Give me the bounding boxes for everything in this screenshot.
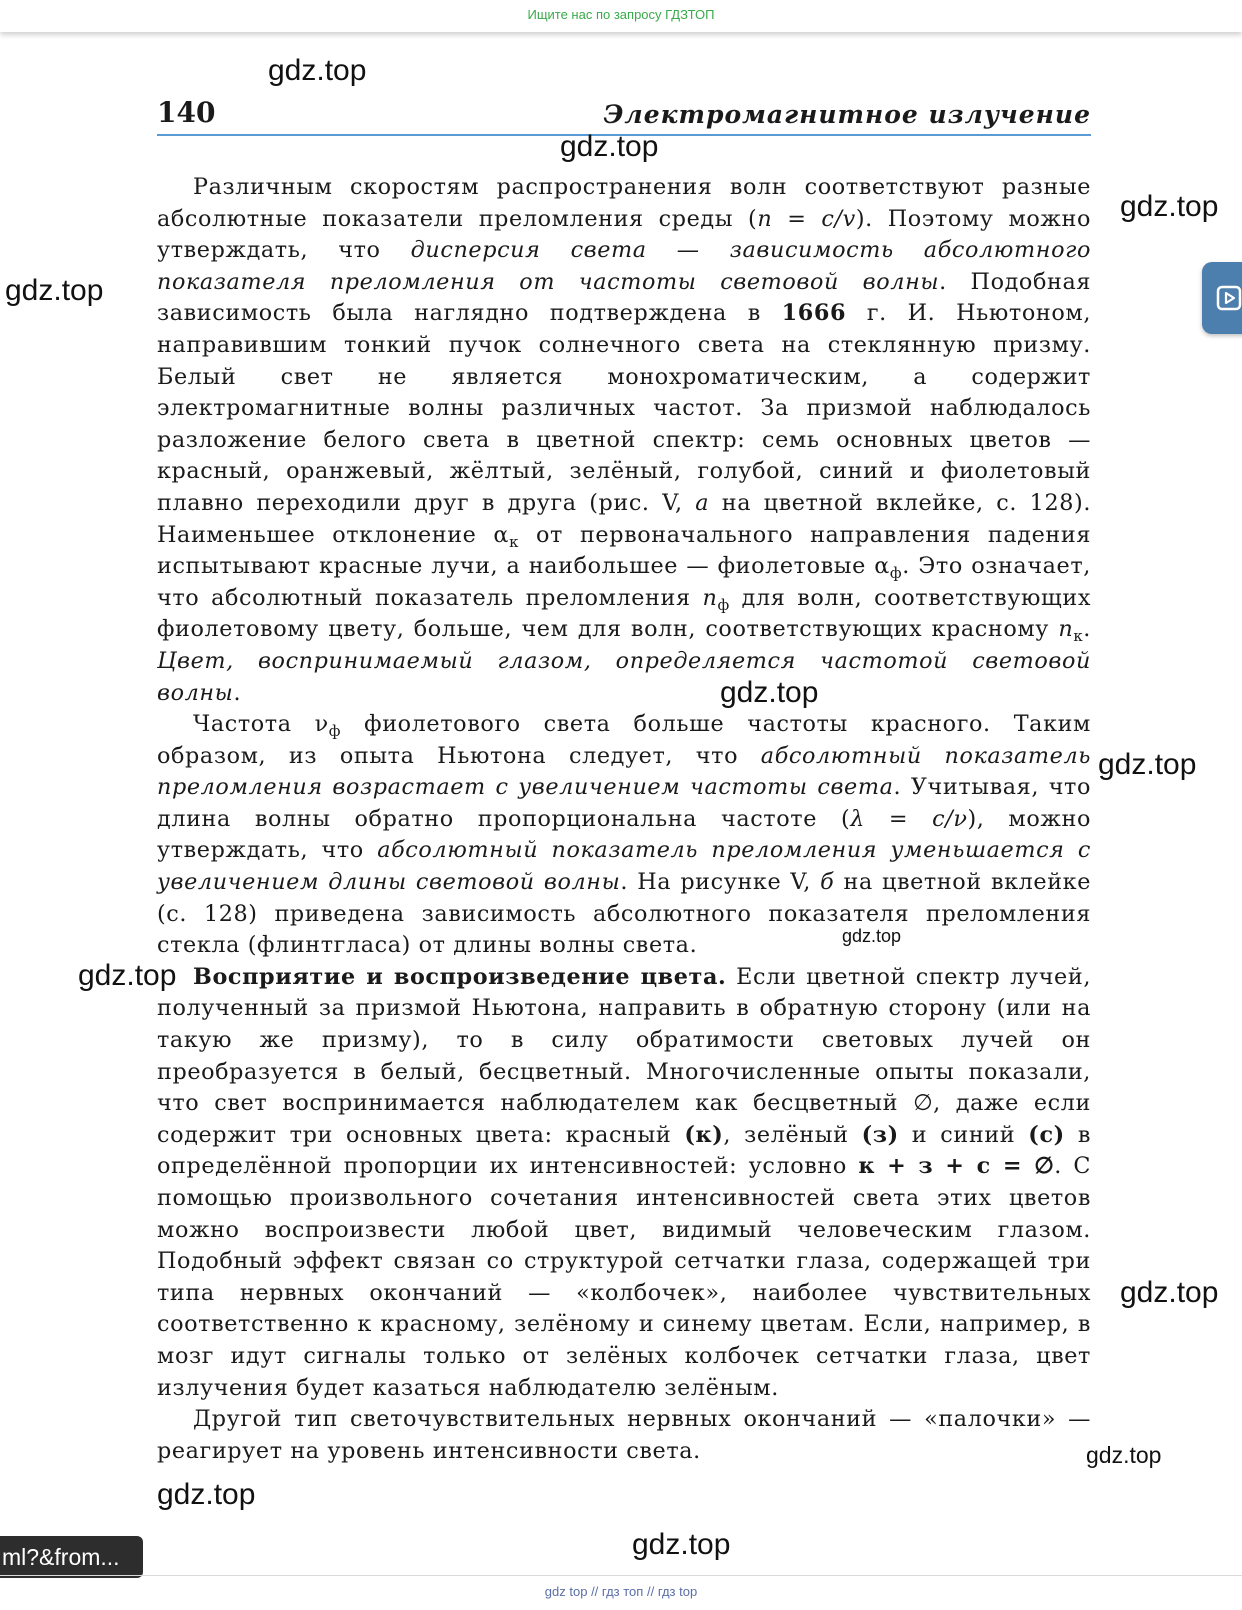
watermark: gdz.top <box>268 54 367 87</box>
watermark: gdz.top <box>157 1478 256 1511</box>
footer-link[interactable]: gdz top <box>544 1584 588 1599</box>
paragraph-dispersion: Различным скоростям распространения волн соответствуют разные абсолютные показатели преломления среды (n = c/v). Поэтому можно утверждать, что дисперсия света — зависимость абсолютного показателя преломления от частоты световой волны. Подобная зависимость была наглядно подтверждена в 1666 г. И. Ньютоном, направившим тонкий пучок солнечного света на стеклянную призму. Белый свет не является монохроматическим, а содержит электромагнитные волны различных частот. За призмой наблюдалось разложение белого света в цветной спектр: семь основных цветов — красный, оранжевый, жёлтый, зелёный, голубой, синий и фиолетовый плавно переходили друг в друга (рис. V, а на цветной вклейке, с. 128). Наименьшее отклонение $\alpha_к$ от первоначального направления падения испытывают красные лучи, а наибольшее — фиолетовые $\alpha_ф$. Это означает, что абсолютный показатель преломления $n_ф$ для волн, соответствующих фиолетовому цвету, больше, чем для волн, соответствующих красному $n_к$. Цвет, воспринимаемый глазом, определяется частотой световой волны. <box>157 174 1092 706</box>
watermark: gdz.top <box>5 274 104 307</box>
footer-link[interactable]: гдз топ <box>601 1584 644 1599</box>
paragraph-frequency: Частота $\nu_ф$ фиолетового света больше частоты красного. Таким образом, из опыта Ньютона следует, что абсолютный показатель преломления возрастает с увеличением частоты света. Учитывая, что длина волны обратно пропорциональна частоте (λ = c/ν), можно утверждать, что абсолютный показатель преломления уменьшается с увеличением длины световой волны. На рисунке V, б на цветной вклейке (с. 128) приведена зависимость абсолютного показателя преломления стекла (флинтгласа) от длины волны света. <box>157 711 1092 959</box>
watermark: gdz.top <box>1120 190 1219 223</box>
section-heading: Восприятие и воспроизведение цвета. <box>193 963 727 990</box>
chapter-title: Электромагнитное излучение <box>603 100 1091 129</box>
footer-separator: // <box>646 1584 655 1599</box>
top-banner <box>0 0 1242 32</box>
watermark: gdz.top <box>1086 1442 1162 1468</box>
watermark: gdz.top <box>560 130 659 163</box>
page-number: 140 <box>157 96 216 129</box>
paragraph-color-perception: Восприятие и воспроизведение цвета. Если цветной спектр лучей, полученный за призмой Ньютона, направить в обратную сторону (или на такую же призму), то в силу обратимости световых лучей он преобразуется в белый, бесцветный. Многочисленные опыты показали, что свет воспринимается наблюдателем как бесцветный ∅, даже если содержит три основных цвета: красный (к), зелёный (з) и синий (с) в определённой пропорции их интенсивностей: условно к + з + с = ∅. С помощью произвольного сочетания интенсивностей света этих цветов можно воспроизвести любой цвет, видимый человеческим глазом. Подобный эффект связан со структурой сетчатки глаза, содержащей три типа нервных окончаний — «колбочек», наиболее чувствительных соответственно к красному, зелёному и синему цветам. Если, например, в мозг идут сигналы только от зелёных колбочек сетчатки глаза, цвет излучения будет казаться наблюдателю зелёным. <box>157 963 1092 1401</box>
footer-link[interactable]: гдз top <box>657 1584 698 1599</box>
watermark: gdz.top <box>720 676 819 709</box>
footer-separator: // <box>591 1584 599 1599</box>
url-preview-pill[interactable]: ml?&from... <box>0 1536 143 1578</box>
watermark: gdz.top <box>1098 748 1197 781</box>
side-panel-tab[interactable] <box>1202 262 1242 334</box>
watermark: gdz.top <box>78 959 177 992</box>
footer-links <box>0 1584 1242 1599</box>
page-body <box>157 172 1091 1467</box>
footer-divider <box>0 1575 1242 1576</box>
play-video-icon <box>1216 284 1242 312</box>
top-banner-text: Ищите нас по запросу ГДЗТОП <box>527 7 715 22</box>
watermark: gdz.top <box>632 1528 731 1561</box>
watermark: gdz.top <box>1120 1276 1219 1309</box>
paragraph-rods: Другой тип светочувствительных нервных окончаний — «палочки» — реагирует на уровень интенсивности света. <box>157 1406 1091 1464</box>
watermark: gdz.top <box>842 926 902 946</box>
